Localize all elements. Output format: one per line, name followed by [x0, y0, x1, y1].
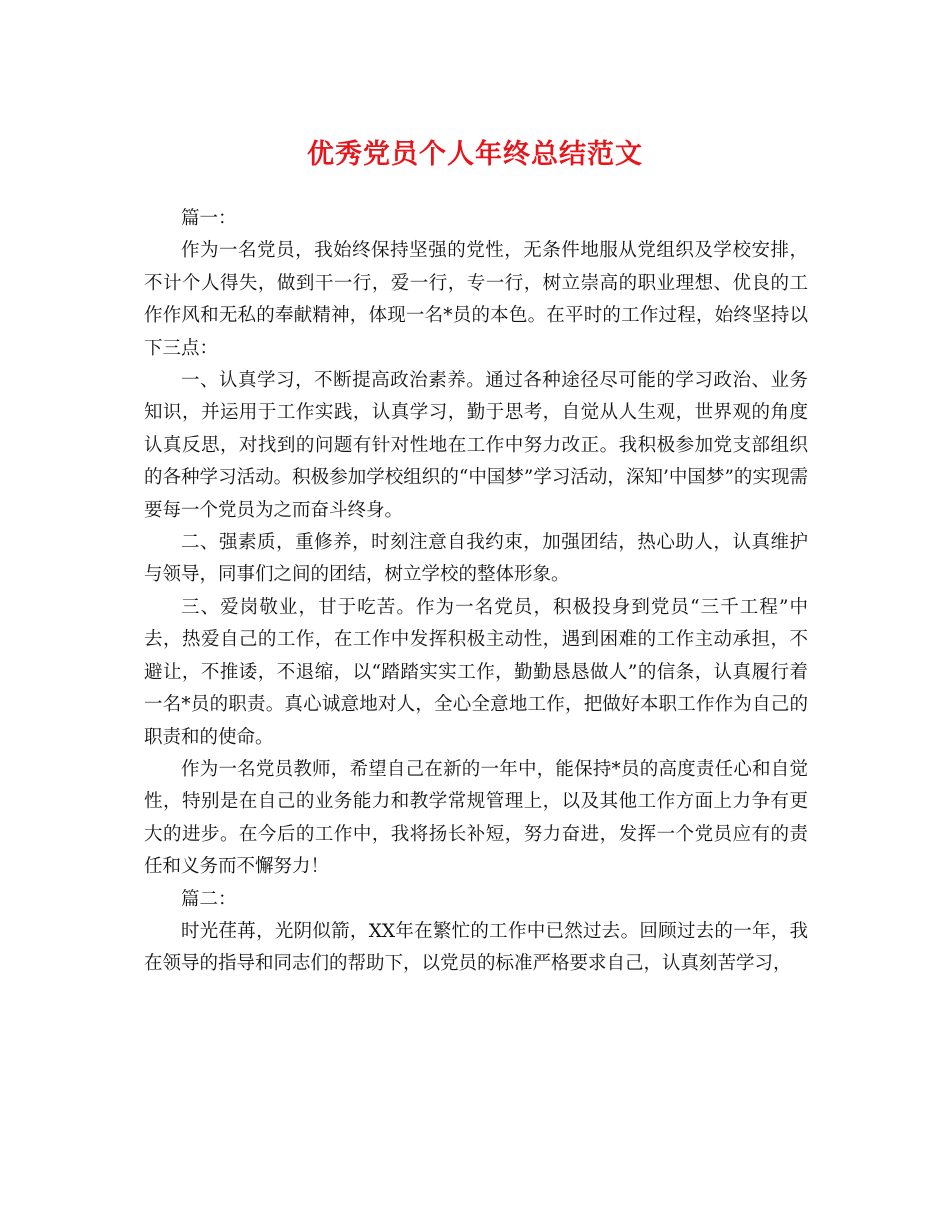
- paragraph: 作为一名党员教师，希望自己在新的一年中，能保持*员的高度责任心和自觉性，特别是在自己的业务能力和教学常规管理上，以及其他工作方面上力争有更大的进步。在今后的工作中，我将扬长补短，努力奋进，发挥一个党员应有的责任和义务而不懈努力！: [144, 758, 808, 878]
- document-body: [144, 203, 808, 981]
- paragraph: 作为一名党员，我始终保持坚强的党性，无条件地服从党组织及学校安排，不计个人得失，做到干一行，爱一行，专一行，树立崇高的职业理想、优良的工作作风和无私的奉献精神，体现一名*员的本色。在平时的工作过程，始终坚持以下三点：: [144, 240, 808, 359]
- document-title: 优秀党员个人年终总结范文: [307, 139, 643, 170]
- paragraph: 三、爱岗敬业，甘于吃苦。作为一名党员，积极投身到党员“三千工程”中去，热爱自己的工作，在工作中发挥积极主动性，遇到困难的工作主动承担，不避让，不推诿，不退缩，以“踏踏实实工作，勤勤恳恳做人”的信条，认真履行着一名*员的职责。真心诚意地对人，全心全意地工作，把做好本职工作作为自己的职责和的使命。: [144, 596, 808, 748]
- paragraph-section-1-heading: 篇一：: [181, 208, 237, 229]
- paragraph-section-2-heading: 篇二：: [181, 888, 237, 910]
- paragraph: 一、认真学习，不断提高政治素养。通过各种途径尽可能的学习政治、业务知识，并运用于工作实践，认真学习，勤于思考，自觉从人生观，世界观的角度认真反思，对找到的问题有针对性地在工作中努力改正。我积极参加党支部组织的各种学习活动。积极参加学校组织的“中国梦”学习活动，深知’中国梦”的实现需要每一个党员为之而奋斗终身。: [144, 370, 808, 521]
- paragraph: 时光荏苒，光阴似箭，XX年在繁忙的工作中已然过去。回顾过去的一年，我在领导的指导和同志们的帮助下，以党员的标准严格要求自己，认真刻苦学习，: [144, 920, 808, 975]
- paragraph: 二、强素质，重修养，时刻注意自我约束，加强团结，热心助人，认真维护与领导，同事们之间的团结，树立学校的整体形象。: [144, 532, 808, 586]
